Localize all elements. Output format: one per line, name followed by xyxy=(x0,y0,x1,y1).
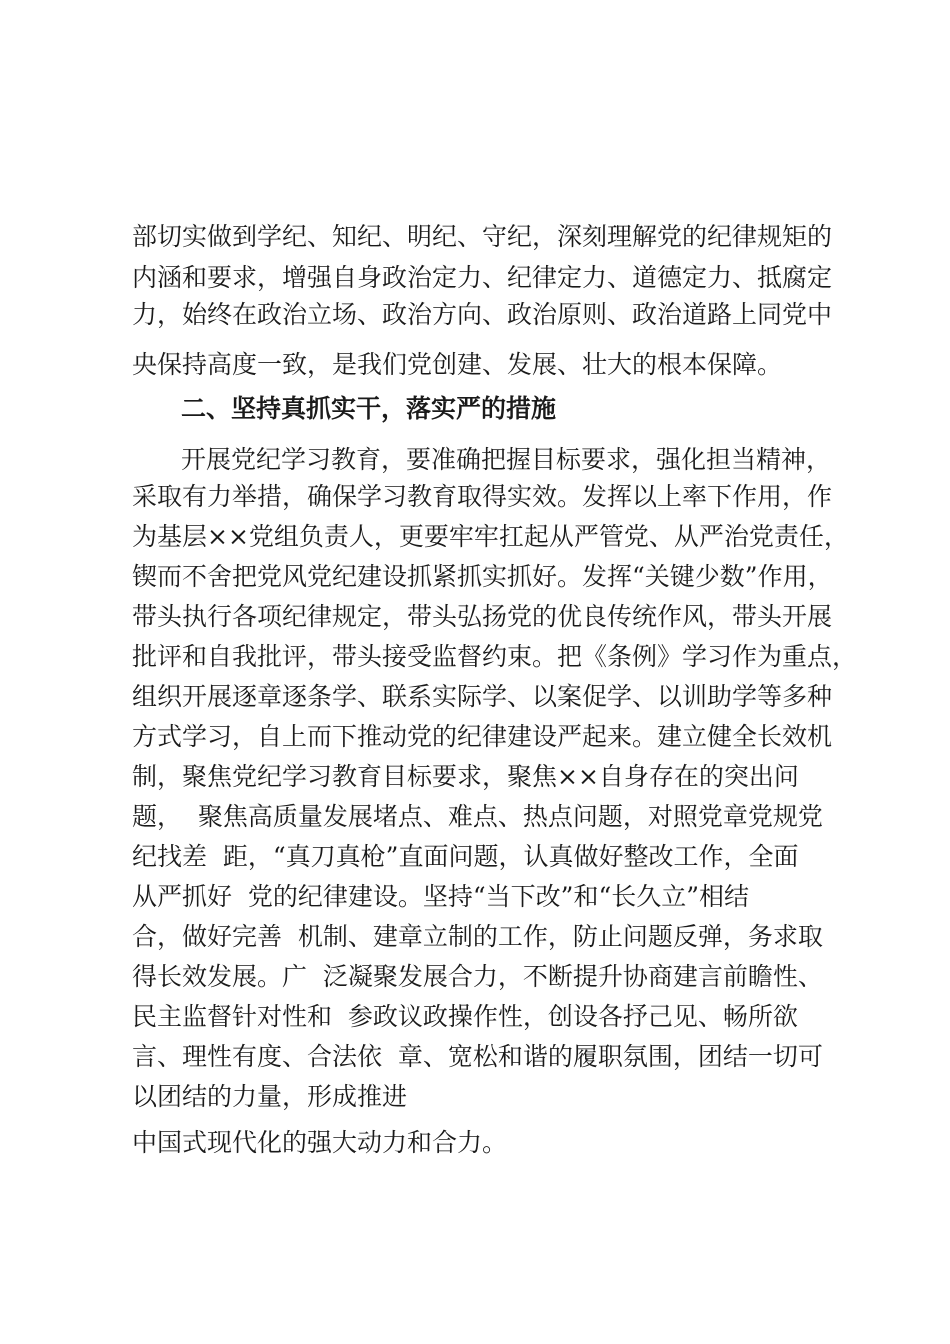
paragraph-line: 开展党纪学习教育，要准确把握目标要求，强化担当精神， xyxy=(181,445,832,474)
paragraph-line: 得长效发展。广 泛凝聚发展合力，不断提升协商建言前瞻性、 xyxy=(132,962,823,991)
closing-line: 中国式现代化的强大动力和合力。 xyxy=(132,1128,508,1157)
paragraph-line: 以团结的力量，形成推进 xyxy=(132,1082,408,1111)
paragraph-line: 批评和自我批评，带头接受监督约束。把《条例》学习作为重点， xyxy=(132,642,858,671)
paragraph-line: 民主监督针对性和 参政议政操作性，创设各抒己见、畅所欲 xyxy=(132,1002,798,1031)
paragraph-line: 合，做好完善 机制、建章立制的工作，防止问题反弹，务求取 xyxy=(132,922,823,951)
paragraph-line: 带头执行各项纪律规定，带头弘扬党的优良传统作风，带头开展 xyxy=(132,602,833,631)
paragraph-line: 组织开展逐章逐条学、联系实际学、以案促学、以训助学等多种 xyxy=(132,682,833,711)
paragraph-line: 力，始终在政治立场、政治方向、政治原则、政治道路上同党中 xyxy=(132,300,833,329)
paragraph-line: 题， 聚焦高质量发展堵点、难点、热点问题，对照党章党规党 xyxy=(132,802,823,831)
paragraph-line: 从严抓好 党的纪律建设。坚持“当下改”和“长久立”相结 xyxy=(132,882,750,911)
paragraph-line: 央保持高度一致，是我们党创建、发展、壮大的根本保障。 xyxy=(132,350,783,379)
paragraph-line: 制，聚焦党纪学习教育目标要求，聚焦××自身存在的突出问 xyxy=(132,762,799,791)
paragraph-line: 内涵和要求，增强自身政治定力、纪律定力、道德定力、抵腐定 xyxy=(132,263,833,292)
section-heading: 二、坚持真抓实干，落实严的措施 xyxy=(181,394,557,423)
paragraph-line: 方式学习，自上而下推动党的纪律建设严起来。建立健全长效机 xyxy=(132,722,833,751)
paragraph-line: 为基层××党组负责人，更要牢牢扛起从严管党、从严治党责任， xyxy=(132,522,849,551)
paragraph-line: 言、理性有度、合法依 章、宽松和谐的履职氛围，团结一切可 xyxy=(132,1042,823,1071)
paragraph-line: 锲而不舍把党风党纪建设抓紧抓实抓好。发挥“关键少数”作用， xyxy=(132,562,833,591)
paragraph-line: 部切实做到学纪、知纪、明纪、守纪，深刻理解党的纪律规矩的 xyxy=(132,222,833,251)
paragraph-line: 采取有力举措，确保学习教育取得实效。发挥以上率下作用，作 xyxy=(132,482,833,511)
paragraph-line: 纪找差 距，“真刀真枪”直面问题，认真做好整改工作，全面 xyxy=(132,842,799,871)
